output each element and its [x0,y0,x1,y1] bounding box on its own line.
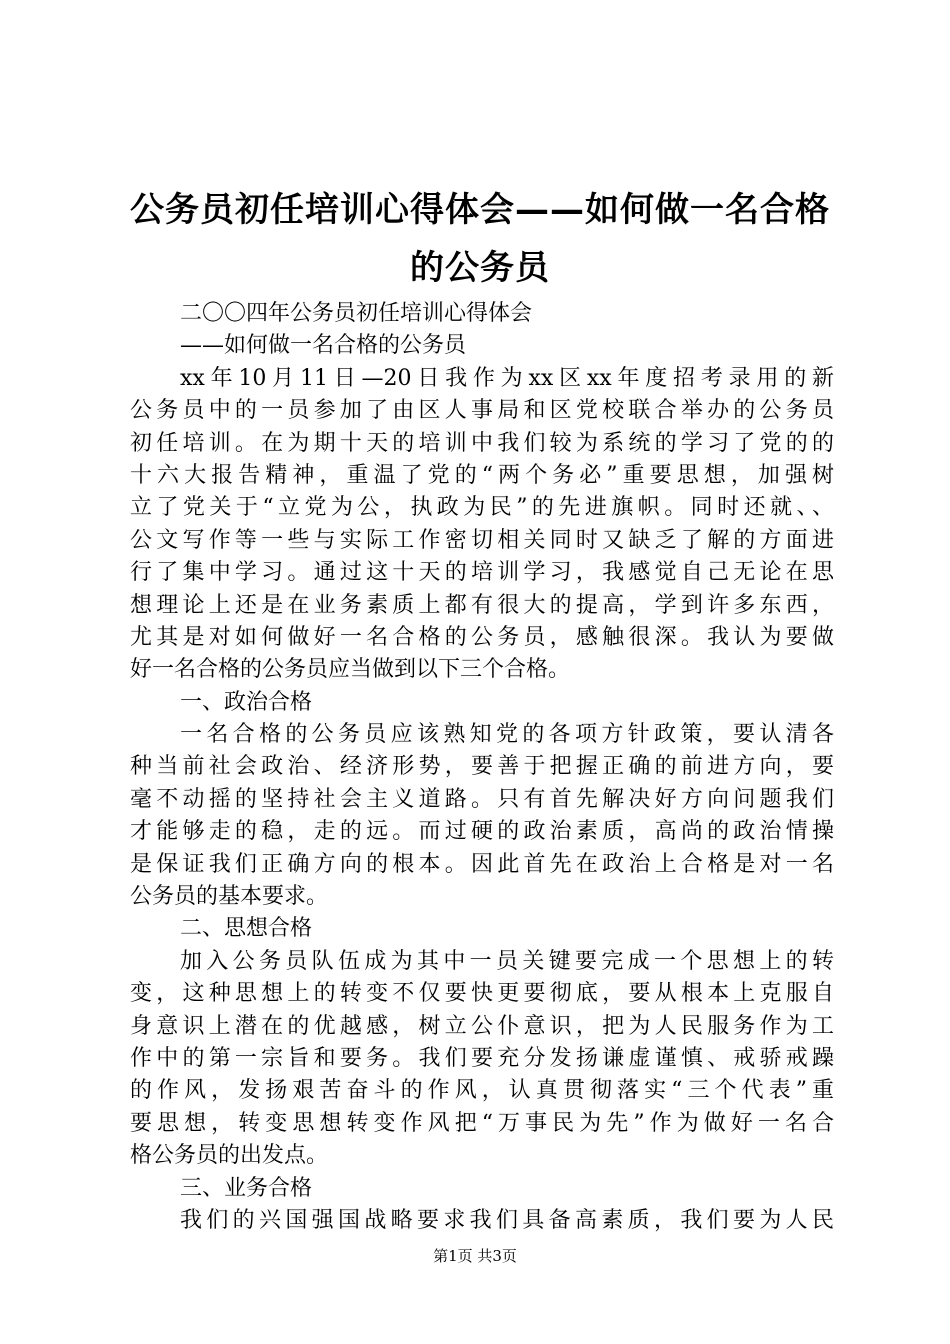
page-number-footer: 第1页 共3页 [433,1247,517,1265]
paragraph-line: 十六大报告精神，重温了党的“两个务必”重要思想，加强树 [130,462,834,488]
paragraph-line: 格公务员的出发点。 [130,1143,329,1169]
document-title-line-2: 的公务员 [410,248,550,288]
paragraph-line: 行了集中学习。通过这十天的培训学习，我感觉自己无论在思 [130,560,834,586]
paragraph-line: 是保证我们正确方向的根本。因此首先在政治上合格是对一名 [130,851,834,877]
paragraph-line: 初任培训。在为期十天的培训中我们较为系统的学习了党的的 [130,430,834,456]
paragraph-line: 加入公务员队伍成为其中一员关键要完成一个思想上的转 [180,948,834,974]
paragraph-line: 要思想，转变思想转变作风把“万事民为先”作为做好一名合 [130,1110,834,1136]
document-body [130,298,834,1237]
paragraph-line: 公文写作等一些与实际工作密切相关同时又缺乏了解的方面进 [130,527,834,553]
paragraph-line: 公务员中的一员参加了由区人事局和区党校联合举办的公务员 [130,398,834,424]
paragraph-line: xx年10月11日—20日我作为xx区xx年度招考录用的新 [180,365,834,391]
section-heading: 二、思想合格 [180,916,313,942]
paragraph-line: 变，这种思想上的转变不仅要快更要彻底，要从根本上克服自 [130,981,834,1007]
paragraph-line: 公务员的基本要求。 [130,884,329,910]
paragraph-line: 毫不动摇的坚持社会主义道路。只有首先解决好方向问题我们 [130,786,834,812]
subtitle-line: ——如何做一名合格的公务员 [180,333,467,359]
document-title-line-1: 公务员初任培训心得体会——如何做一名合格 [130,190,830,230]
paragraph-line: 立了党关于“立党为公，执政为民”的先进旗帜。同时还就、、 [130,495,834,521]
subtitle-line: 二〇〇四年公务员初任培训心得体会 [180,301,533,326]
section-heading: 三、业务合格 [180,1175,313,1201]
paragraph-line: 身意识上潜在的优越感，树立公仆意识，把为人民服务作为工 [130,1013,834,1039]
paragraph-line: 的作风，发扬艰苦奋斗的作风，认真贯彻落实“三个代表”重 [130,1078,834,1104]
paragraph-line: 作中的第一宗旨和要务。我们要充分发扬谦虚谨慎、戒骄戒躁 [130,1045,834,1071]
paragraph-line: 想理论上还是在业务素质上都有很大的提高，学到许多东西， [130,592,834,618]
paragraph-line: 尤其是对如何做好一名合格的公务员，感触很深。我认为要做 [130,624,834,650]
paragraph-line: 好一名合格的公务员应当做到以下三个合格。 [130,657,571,683]
paragraph-line: 我们的兴国强国战略要求我们具备高素质，我们要为人民 [180,1207,834,1233]
paragraph-line: 才能够走的稳，走的远。而过硬的政治素质，高尚的政治情操 [130,819,834,845]
section-heading: 一、政治合格 [180,689,313,715]
paragraph-line: 种当前社会政治、经济形势，要善于把握正确的前进方向，要 [130,754,834,780]
paragraph-line: 一名合格的公务员应该熟知党的各项方针政策，要认清各 [180,722,834,748]
